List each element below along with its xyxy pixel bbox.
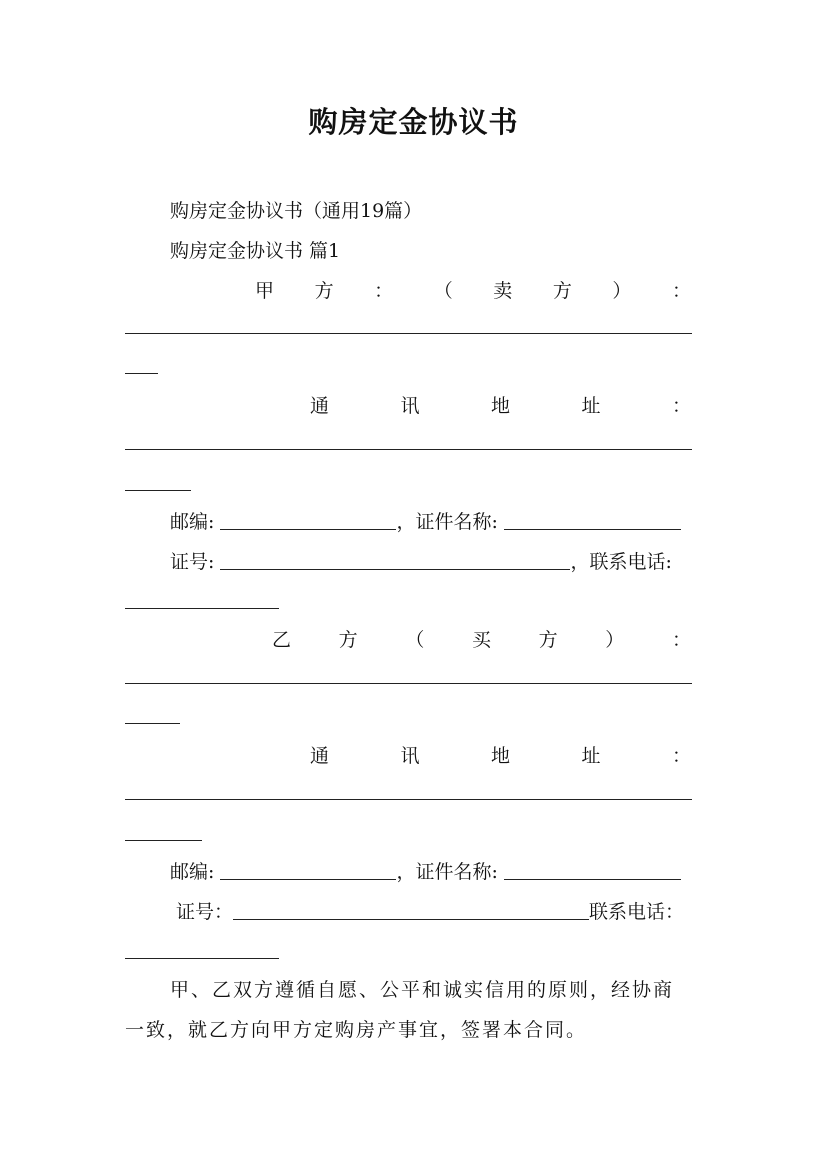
party-b-heading-char: ） bbox=[605, 629, 625, 651]
party-a-heading-char: （ bbox=[433, 280, 453, 302]
cert-name-blank[interactable] bbox=[504, 860, 681, 880]
document-title: 购房定金协议书 bbox=[308, 105, 519, 139]
party-b-heading-char: 方 bbox=[338, 629, 358, 651]
party-a-postcode-row bbox=[170, 510, 681, 534]
party-b-heading-char: 买 bbox=[471, 629, 491, 651]
postcode-blank[interactable] bbox=[220, 860, 396, 880]
party-b-address-label bbox=[310, 744, 691, 768]
section-heading: 购房定金协议书 篇1 bbox=[170, 240, 341, 262]
party-b-name-blank[interactable] bbox=[125, 683, 692, 684]
phone-label: 联系电话： bbox=[589, 901, 685, 923]
party-a-heading-char: 甲 bbox=[255, 280, 275, 302]
cert-no-blank[interactable] bbox=[220, 550, 570, 570]
party-a-name-blank-cont[interactable] bbox=[125, 373, 158, 374]
body-line-2: 一致，就乙方向甲方定购房产事宜，签署本合同。 bbox=[125, 1019, 588, 1041]
cert-no-label: 证号: bbox=[170, 551, 215, 573]
postcode-label: 邮编: bbox=[170, 861, 215, 883]
party-a-heading bbox=[255, 279, 691, 303]
address-char: ： bbox=[671, 745, 691, 767]
address-char: 址 bbox=[581, 395, 601, 417]
address-char: 讯 bbox=[400, 745, 420, 767]
address-char: 地 bbox=[490, 395, 510, 417]
party-b-heading-char: 方 bbox=[538, 629, 558, 651]
address-char: 通 bbox=[310, 395, 330, 417]
party-a-address-blank[interactable] bbox=[125, 449, 692, 450]
phone-label: 联系电话: bbox=[589, 551, 672, 573]
cert-name-blank[interactable] bbox=[504, 510, 681, 530]
party-b-heading-char: 乙 bbox=[272, 629, 292, 651]
cert-name-label: 证件名称: bbox=[415, 511, 498, 533]
party-a-phone-blank[interactable] bbox=[125, 608, 279, 609]
party-a-heading-char: ： bbox=[374, 280, 394, 302]
party-a-name-blank[interactable] bbox=[125, 333, 692, 334]
party-b-heading bbox=[272, 628, 691, 652]
party-a-heading-char: 方 bbox=[552, 280, 572, 302]
address-char: ： bbox=[671, 395, 691, 417]
party-b-name-blank-cont[interactable] bbox=[125, 723, 180, 724]
subtitle: 购房定金协议书（通用19篇） bbox=[170, 200, 423, 222]
address-char: 通 bbox=[310, 745, 330, 767]
party-a-heading-char: 卖 bbox=[493, 280, 513, 302]
postcode-label: 邮编: bbox=[170, 511, 215, 533]
party-b-phone-blank[interactable] bbox=[125, 958, 279, 959]
address-char: 地 bbox=[490, 745, 510, 767]
party-b-postcode-row bbox=[170, 860, 681, 884]
cert-name-label: 证件名称: bbox=[415, 861, 498, 883]
cert-no-blank[interactable] bbox=[233, 900, 589, 920]
postcode-blank[interactable] bbox=[220, 510, 396, 530]
cert-no-label: 证号： bbox=[176, 901, 234, 923]
party-a-heading-char: ） bbox=[612, 280, 632, 302]
party-b-address-blank[interactable] bbox=[125, 799, 692, 800]
party-b-heading-char: ： bbox=[671, 629, 691, 651]
party-a-address-label bbox=[310, 394, 691, 418]
comma: ， bbox=[396, 861, 416, 883]
body-line-1: 甲、乙双方遵循自愿、公平和诚实信用的原则，经协商 bbox=[170, 979, 675, 1001]
party-b-heading-char: （ bbox=[405, 629, 425, 651]
comma: ， bbox=[396, 511, 416, 533]
party-a-heading-char: 方 bbox=[314, 280, 334, 302]
party-a-address-blank-cont[interactable] bbox=[125, 490, 191, 491]
party-b-cert-row bbox=[176, 900, 684, 924]
party-a-cert-row bbox=[170, 550, 672, 574]
party-a-heading-char: ： bbox=[671, 280, 691, 302]
comma: ， bbox=[570, 551, 590, 573]
party-b-address-blank-cont[interactable] bbox=[125, 840, 202, 841]
address-char: 址 bbox=[581, 745, 601, 767]
address-char: 讯 bbox=[400, 395, 420, 417]
